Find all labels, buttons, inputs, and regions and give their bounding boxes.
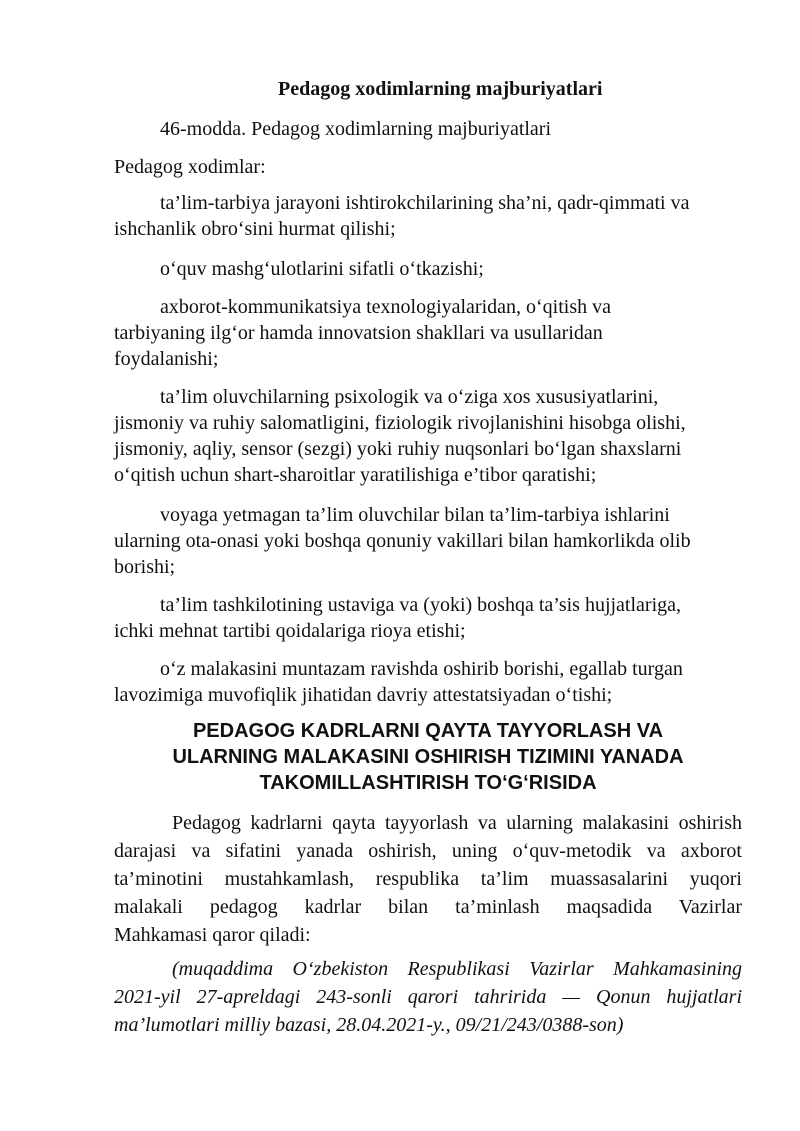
- article-heading: 46-modda. Pedagog xodimlarning majburiyatlari: [160, 118, 552, 140]
- resolution-body-line: darajasi va sifatini yanada oshirish, uning o‘quv-metodik va axborot: [114, 840, 742, 862]
- resolution-body-line: Pedagog kadrlarni qayta tayyorlash va ularning malakasini oshirish: [172, 812, 742, 834]
- resolution-body-line: ta’minotini mustahkamlash, respublika ta’lim muassasalarini yuqori: [114, 868, 742, 890]
- obligation-line: ichki mehnat tartibi qoidalariga rioya etishi;: [114, 620, 466, 642]
- resolution-heading-line: ULARNING MALAKASINI OSHIRISH TIZIMINI YANADA: [172, 746, 684, 768]
- obligation-line: o‘z malakasini muntazam ravishda oshirib borishi, egallab turgan: [160, 658, 683, 680]
- resolution-body-line: Mahkamasi qaror qiladi:: [114, 924, 311, 946]
- obligation-line: foydalanishi;: [114, 348, 219, 370]
- obligation-line: o‘quv mashg‘ulotlarini sifatli o‘tkazishi;: [160, 258, 484, 280]
- obligation-line: ta’lim oluvchilarning psixologik va o‘ziga xos xususiyatlarini,: [160, 386, 659, 408]
- amendment-note-line: 2021-yil 27-apreldagi 243-sonli qarori tahririda — Qonun hujjatlari: [114, 986, 742, 1008]
- resolution-heading-line: PEDAGOG KADRLARNI QAYTA TAYYORLASH VA: [192, 720, 664, 742]
- obligation-line: ta’lim tashkilotining ustaviga va (yoki) boshqa ta’sis hujjatlariga,: [160, 594, 682, 616]
- obligation-line: axborot-kommunikatsiya texnologiyalaridan, o‘qitish va: [160, 296, 612, 318]
- resolution-body-line: malakali pedagog kadrlar bilan ta’minlash maqsadida Vazirlar: [114, 896, 742, 918]
- obligation-line: ta’lim-tarbiya jarayoni ishtirokchilarining sha’ni, qadr-qimmati va: [160, 192, 690, 214]
- obligation-line: voyaga yetmagan ta’lim oluvchilar bilan ta’lim-tarbiya ishlarini: [160, 504, 670, 526]
- obligation-line: ishchanlik obro‘sini hurmat qilishi;: [114, 218, 396, 240]
- obligation-line: o‘qitish uchun shart-sharoitlar yaratilishiga e’tibor qaratishi;: [114, 464, 597, 486]
- document-title: Pedagog xodimlarning majburiyatlari: [278, 78, 603, 100]
- resolution-heading-line: TAKOMILLASHTIRISH TO‘G‘RISIDA: [259, 772, 597, 794]
- obligation-line: lavozimiga muvofiqlik jihatidan davriy attestatsiyadan o‘tishi;: [114, 684, 613, 706]
- obligation-line: jismoniy, aqliy, sensor (sezgi) yoki ruhiy nuqsonlari bo‘lgan shaxslarni: [114, 438, 682, 460]
- obligation-line: tarbiyaning ilg‘or hamda innovatsion shakllari va usullaridan: [114, 322, 603, 344]
- amendment-note-line: ma’lumotlari milliy bazasi, 28.04.2021-y., 09/21/243/0388-son): [114, 1014, 624, 1036]
- obligation-line: borishi;: [114, 556, 176, 578]
- intro-text: Pedagog xodimlar:: [114, 156, 266, 178]
- obligation-line: ularning ota-onasi yoki boshqa qonuniy vakillari bilan hamkorlikda olib: [114, 530, 691, 552]
- obligation-line: jismoniy va ruhiy salomatligini, fiziologik rivojlanishini hisobga olishi,: [114, 412, 686, 434]
- amendment-note-line: (muqaddima O‘zbekiston Respublikasi Vazirlar Mahkamasining: [172, 958, 742, 980]
